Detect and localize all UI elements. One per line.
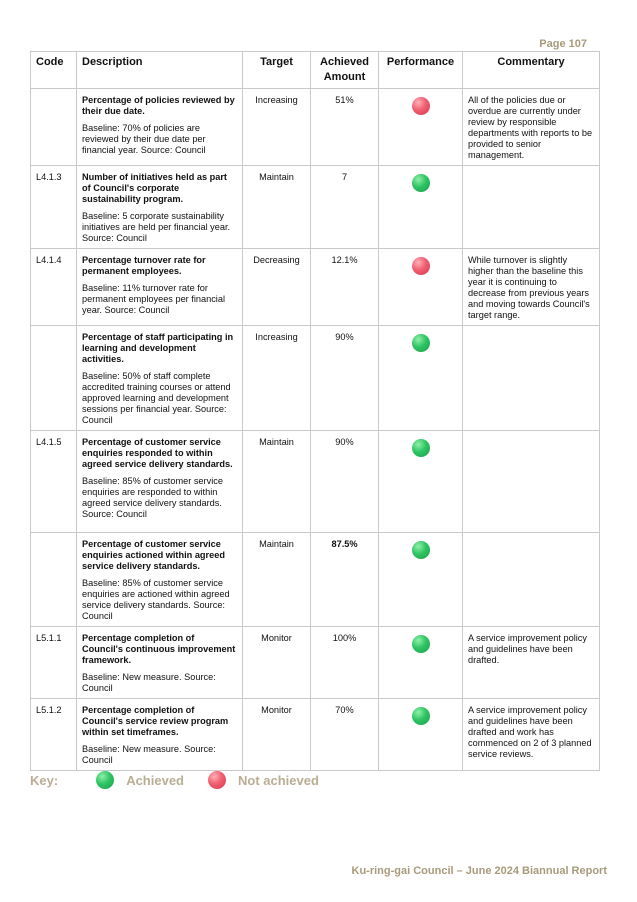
row-commentary: All of the policies due or overdue are currently under review by responsible departments with reports to be provided to senior management. [463,89,600,166]
achieved-status-icon [412,334,430,352]
row-code: L5.1.1 [31,627,77,699]
table-row [31,627,600,699]
row-performance [379,166,463,249]
row-code [31,326,77,431]
row-achieved: 51% [311,89,379,166]
row-description [77,627,243,699]
achieved-status-icon [412,541,430,559]
not-achieved-status-icon [412,97,430,115]
header-achieved: Achieved Amount [311,52,379,89]
measure-baseline: Baseline: 70% of policies are reviewed by their due date per financial year. Source: Council [82,123,206,155]
legend-achieved: Achieved [126,772,184,788]
not-achieved-status-icon [412,257,430,275]
row-code: L4.1.4 [31,249,77,326]
measure-title: Percentage of customer service enquiries responded to within agreed service delivery standards. [82,437,233,469]
row-performance [379,326,463,431]
row-achieved: 12.1% [311,249,379,326]
row-achieved: 90% [311,431,379,533]
measure-title: Percentage turnover rate for permanent employees. [82,255,206,276]
achieved-status-icon [412,635,430,653]
row-commentary [463,431,600,533]
row-target: Monitor [243,699,311,771]
table-row [31,249,600,326]
row-code [31,533,77,627]
row-achieved: 70% [311,699,379,771]
table-row [31,533,600,627]
table-row [31,89,600,166]
row-target: Decreasing [243,249,311,326]
performance-table [30,51,600,771]
row-achieved: 87.5% [311,533,379,627]
measure-baseline: Baseline: 50% of staff complete accredited training courses or attend approved learning and development sessions per financial year. Source: Council [82,371,231,425]
row-performance [379,431,463,533]
row-commentary [463,326,600,431]
measure-baseline: Baseline: 5 corporate sustainability initiatives are held per financial year. Source: Council [82,211,231,243]
measure-baseline: Baseline: 11% turnover rate for permanent employees per financial year. Source: Council [82,283,225,315]
row-code: L4.1.3 [31,166,77,249]
achieved-status-icon [412,707,430,725]
achieved-legend-icon [96,771,114,789]
row-description [77,431,243,533]
table-row [31,326,600,431]
table-row [31,431,600,533]
measure-title: Percentage of customer service enquiries actioned within agreed service delivery standards. [82,539,225,571]
row-commentary: A service improvement policy and guidelines have been drafted and work has commenced on 2 of 3 planned service reviews. [463,699,600,771]
row-commentary [463,166,600,249]
header-code: Code [31,52,77,89]
measure-title: Percentage completion of Council's service review program within set timeframes. [82,705,229,737]
header-performance: Performance [379,52,463,89]
measure-title: Percentage of staff participating in learning and development activities. [82,332,234,364]
row-commentary [463,533,600,627]
measure-baseline: Baseline: 85% of customer service enquiries are responded to within agreed service delivery standards. Source: Council [82,476,223,519]
row-description [77,326,243,431]
row-commentary: While turnover is slightly higher than the baseline this year it is continuing to decrease from previous years and moving towards Council's target range. [463,249,600,326]
row-target: Monitor [243,627,311,699]
header-target: Target [243,52,311,89]
row-performance [379,699,463,771]
row-achieved: 90% [311,326,379,431]
row-performance [379,249,463,326]
row-description [77,89,243,166]
legend-not-achieved: Not achieved [238,772,319,788]
measure-baseline: Baseline: New measure. Source: Council [82,672,216,693]
row-target: Increasing [243,89,311,166]
measure-title: Percentage of policies reviewed by their due date. [82,95,235,116]
row-target: Maintain [243,431,311,533]
report-footer: Ku-ring-gai Council – June 2024 Biannual Report [351,865,607,877]
page-number: Page 107 [539,38,587,50]
row-description [77,249,243,326]
row-target: Increasing [243,326,311,431]
row-achieved: 100% [311,627,379,699]
row-code: L5.1.2 [31,699,77,771]
measure-title: Number of initiatives held as part of Council's corporate sustainability program. [82,172,227,204]
row-performance [379,89,463,166]
not-achieved-legend-icon [208,771,226,789]
row-description [77,699,243,771]
table-header-row [31,52,600,89]
row-description [77,533,243,627]
measure-title: Percentage completion of Council's continuous improvement framework. [82,633,236,665]
table-row [31,166,600,249]
row-target: Maintain [243,533,311,627]
row-target: Maintain [243,166,311,249]
row-performance [379,627,463,699]
row-description [77,166,243,249]
legend-label: Key: [30,772,59,788]
row-code: L4.1.5 [31,431,77,533]
legend [30,770,343,790]
achieved-status-icon [412,174,430,192]
measure-baseline: Baseline: New measure. Source: Council [82,744,216,765]
header-description: Description [77,52,243,89]
achieved-status-icon [412,439,430,457]
table-row [31,699,600,771]
row-achieved: 7 [311,166,379,249]
header-commentary: Commentary [463,52,600,89]
row-performance [379,533,463,627]
row-code [31,89,77,166]
row-commentary: A service improvement policy and guidelines have been drafted. [463,627,600,699]
measure-baseline: Baseline: 85% of customer service enquiries are actioned within agreed service delivery standards. Source: Council [82,578,230,621]
